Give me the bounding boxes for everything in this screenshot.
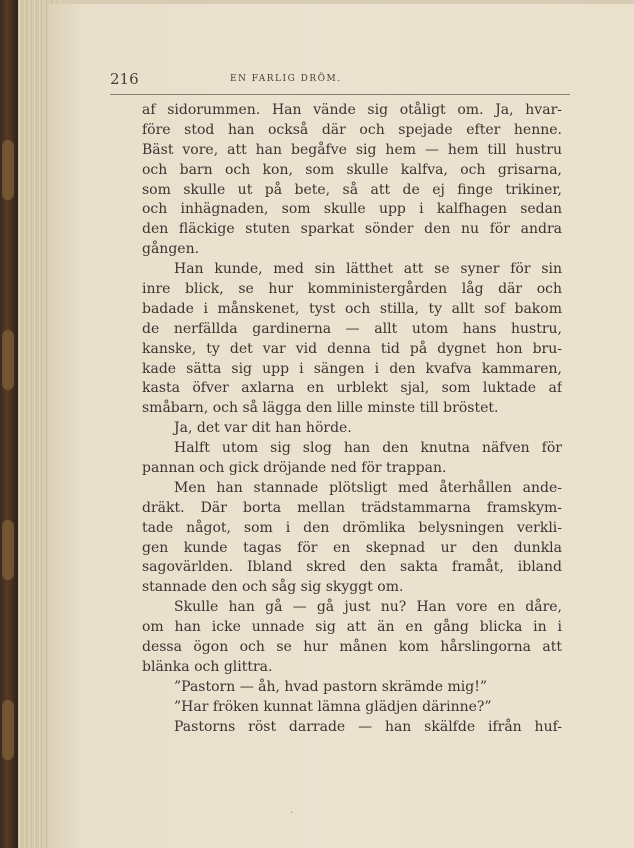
text-line: den fläckige stuten sparkat sönder den nu för andra [142, 221, 562, 238]
text-line: om han icke unnade sig att än en gång blicka in i [142, 619, 562, 636]
text-line: af sidorummen. Han vände sig otåligt om. Ja, hvar- [142, 102, 562, 118]
body-text [142, 101, 562, 738]
text-line: ”Pastorn — åh, hvad pastorn skrämde mig!” [174, 678, 487, 695]
running-title: EN FARLIG DRÖM. [230, 74, 342, 84]
text-line: dessa ögon och se hur månen kom hårslingorna att [142, 639, 562, 656]
text-line: Pastorns röst darrade — han skälfde ifrån huf- [174, 718, 562, 735]
text-line: ”Har fröken kunnat lämna glädjen därinne?” [174, 698, 492, 715]
cover-ornament [2, 330, 14, 390]
text-line: före stod han också där och spejade efter henne. [142, 121, 562, 138]
text-line: blänka och glittra. [142, 658, 273, 675]
cover-ornament [2, 520, 14, 580]
footer-mark: · [290, 808, 294, 819]
text-line: kanske, ty det var vid denna tid på dygnet hon bru- [142, 340, 562, 357]
cover-ornament [2, 700, 14, 760]
text-line: småbarn, och så lägga den lille minste till bröstet. [142, 400, 499, 417]
text-line: gången. [142, 241, 200, 258]
text-line: badade i månskenet, tyst och stilla, ty allt sof bakom [142, 300, 562, 317]
text-line: gen kunde tagas för en skepnad ur den dunkla [142, 539, 562, 556]
book-cover-edge [0, 0, 18, 848]
cover-ornament [2, 140, 14, 200]
text-line: Skulle han gå — gå just nu? Han vore en dåre, [174, 599, 562, 616]
text-line: de nerfällda gardinerna — allt utom hans hustru, [142, 320, 562, 337]
page-number: 216 [110, 70, 139, 88]
text-line: Bäst vore, att han begåfve sig hem — hem till hustru [142, 141, 562, 158]
text-line: och inhägnaden, som skulle upp i kalfhagen sedan [142, 201, 562, 218]
text-line: tade något, som i den drömlika belysningen verkli- [142, 519, 562, 536]
text-line: Men han stannade plötsligt med återhållen ande- [174, 479, 562, 496]
text-line: sagovärlden. Ibland skred den sakta framåt, ibland [142, 559, 562, 576]
text-line: Ja, det var dit han hörde. [174, 420, 352, 437]
text-line: Halft utom sig slog han den knutna näfven för [174, 440, 562, 457]
text-line: kasta öfver axlarna en urblekt sjal, som luktade af [142, 380, 562, 397]
text-line: Han kunde, med sin lätthet att se syner för sin [174, 261, 562, 278]
text-line: som skulle ut på bete, så att de ej finge trikiner, [142, 181, 562, 198]
text-line: inre blick, se hur komministergården låg där och [142, 281, 562, 298]
text-line: och barn och kon, som skulle kalfva, och grisarna, [142, 161, 562, 178]
page-header [110, 68, 570, 95]
text-line: stannade den och såg sig skyggt om. [142, 579, 404, 596]
text-line: kade sätta sig upp i sängen i den kvafva kammaren, [142, 360, 562, 377]
text-line: dräkt. Där borta mellan trädstammarna framskym- [142, 499, 562, 516]
text-line: pannan och gick dröjande ned för trappan. [142, 460, 447, 477]
